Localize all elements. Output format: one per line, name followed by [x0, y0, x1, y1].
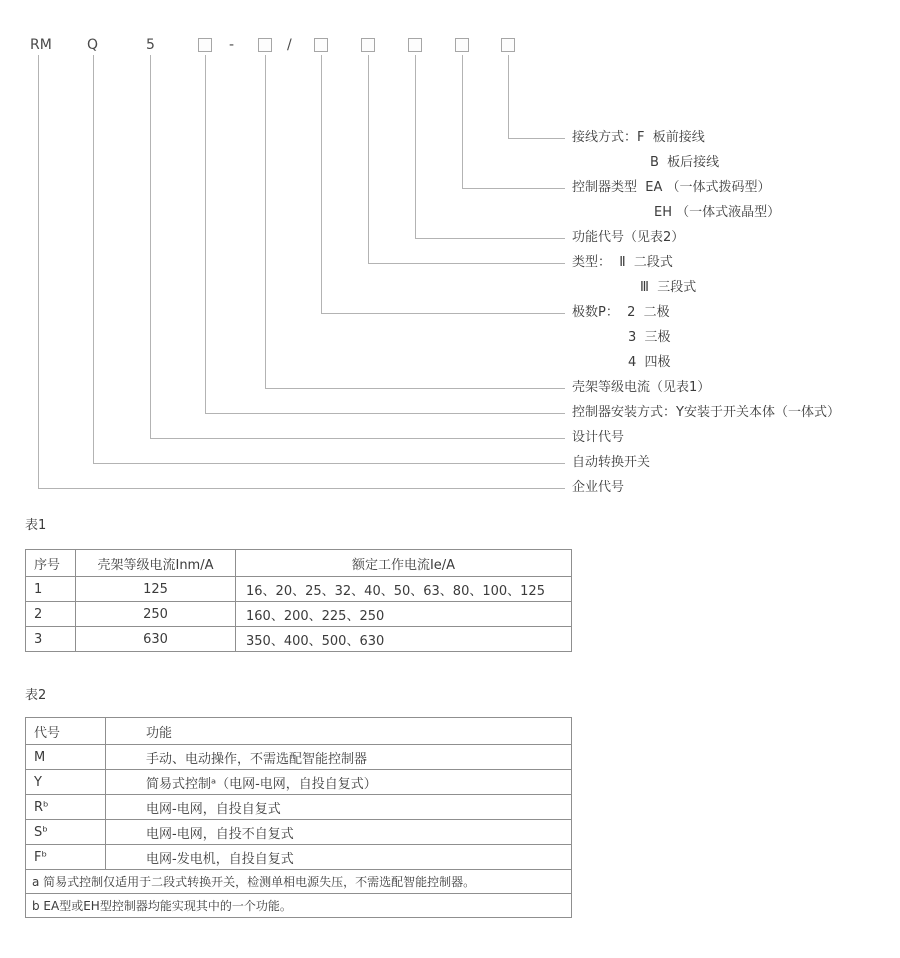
- connector-line-function: [415, 55, 416, 238]
- connector-line-type: [368, 55, 369, 263]
- code-dash: -: [229, 37, 235, 53]
- callout-ats: 自动转换开关: [572, 455, 651, 470]
- table2-cell-code: Fᵇ: [26, 845, 106, 870]
- callout-poles-4: 4 四极: [628, 355, 671, 370]
- connector-line-wiring: [508, 55, 509, 138]
- table1-header-row: [26, 550, 572, 577]
- callout-controller-mount: 控制器安装方式：Y安装于开关本体（一体式）: [572, 405, 840, 420]
- connector-line-wiring: [508, 138, 565, 139]
- table2-cell-code: M: [26, 745, 106, 770]
- connector-line-enterprise: [38, 488, 565, 489]
- table1-cell-frame: 125: [76, 577, 236, 602]
- table2-footnote-row: [26, 894, 572, 918]
- table2-header-function: 功能: [106, 718, 572, 745]
- connector-line-controller-type: [462, 188, 565, 189]
- table2-caption: 表2: [25, 688, 47, 703]
- table-row: [26, 745, 572, 770]
- table1-cell-rated: 350、400、500、630: [236, 627, 572, 652]
- code-box-controller-type: [455, 38, 469, 52]
- code-box-wiring: [501, 38, 515, 52]
- connector-line-ats: [93, 463, 565, 464]
- table-row: [26, 820, 572, 845]
- callout-type-ii: 类型： Ⅱ 二段式: [572, 255, 673, 270]
- table2-footnote-a: a 简易式控制仅适用于二段式转换开关，检测单相电源失压，不需选配智能控制器。: [26, 870, 572, 894]
- code-box-frame-current: [258, 38, 272, 52]
- code-box-function: [408, 38, 422, 52]
- connector-line-function: [415, 238, 565, 239]
- callout-enterprise-code: 企业代号: [572, 480, 625, 495]
- connector-line-enterprise: [38, 55, 39, 488]
- connector-line-poles: [321, 313, 565, 314]
- table1-cell-seq: 3: [26, 627, 76, 652]
- connector-line-design-code: [150, 55, 151, 438]
- callout-design-code: 设计代号: [572, 430, 625, 445]
- callout-controller-type: 控制器类型 EA （一体式拨码型）: [572, 180, 771, 195]
- connector-line-ats: [93, 55, 94, 463]
- callout-poles-2: 极数P： 2 二极: [572, 305, 670, 320]
- connector-line-frame-current: [265, 388, 565, 389]
- table-row: [26, 602, 572, 627]
- code-slash: /: [287, 37, 292, 53]
- table1-cell-rated: 160、200、225、250: [236, 602, 572, 627]
- table2-cell-function: 电网-电网，自投自复式: [106, 795, 572, 820]
- callout-type-iii: Ⅲ 三段式: [640, 280, 697, 295]
- callout-wiring-method: 接线方式：F 板前接线: [572, 130, 705, 145]
- table2-header-row: [26, 718, 572, 745]
- table-row: [26, 577, 572, 602]
- callout-function-code: 功能代号（见表2）: [572, 230, 685, 245]
- connector-line-frame-current: [265, 55, 266, 388]
- table2-cell-code: Rᵇ: [26, 795, 106, 820]
- table1-cell-frame: 630: [76, 627, 236, 652]
- table-row: [26, 627, 572, 652]
- table2-footnote-row: [26, 870, 572, 894]
- table2-footnote-b: b EA型或EH型控制器均能实现其中的一个功能。: [26, 894, 572, 918]
- table1-cell-seq: 2: [26, 602, 76, 627]
- code-category: Q: [87, 37, 99, 53]
- table1-header-seq: 序号: [26, 550, 76, 577]
- table1-cell-frame: 250: [76, 602, 236, 627]
- code-prefix: RM: [30, 37, 52, 53]
- connector-line-controller-type: [462, 55, 463, 188]
- connector-line-poles: [321, 55, 322, 313]
- table2: [25, 717, 572, 918]
- table2-cell-function: 电网-发电机，自投自复式: [106, 845, 572, 870]
- connector-line-controller-mount: [205, 413, 565, 414]
- table1: [25, 549, 572, 652]
- connector-line-type: [368, 263, 565, 264]
- code-box-type: [361, 38, 375, 52]
- callout-wiring-method-b: B 板后接线: [650, 155, 720, 170]
- table2-cell-code: Sᵇ: [26, 820, 106, 845]
- table1-cell-seq: 1: [26, 577, 76, 602]
- table2-cell-function: 简易式控制ᵃ（电网-电网，自投自复式）: [106, 770, 572, 795]
- code-design: 5: [146, 37, 155, 53]
- callout-frame-current: 壳架等级电流（见表1）: [572, 380, 711, 395]
- callout-controller-type-eh: EH （一体式液晶型）: [654, 205, 781, 220]
- code-box-poles: [314, 38, 328, 52]
- table-row: [26, 795, 572, 820]
- table1-header-frame-current: 壳架等级电流Inm/A: [76, 550, 236, 577]
- table1-cell-rated: 16、20、25、32、40、50、63、80、100、125: [236, 577, 572, 602]
- table-row: [26, 845, 572, 870]
- table1-caption: 表1: [25, 518, 47, 533]
- callout-poles-3: 3 三极: [628, 330, 671, 345]
- connector-line-controller-mount: [205, 55, 206, 413]
- code-box-controller-mount: [198, 38, 212, 52]
- table2-header-code: 代号: [26, 718, 106, 745]
- table1-header-rated-current: 额定工作电流Ie/A: [236, 550, 572, 577]
- table2-cell-code: Y: [26, 770, 106, 795]
- table2-cell-function: 电网-电网，自投不自复式: [106, 820, 572, 845]
- table-row: [26, 770, 572, 795]
- connector-line-design-code: [150, 438, 565, 439]
- table2-cell-function: 手动、电动操作，不需选配智能控制器: [106, 745, 572, 770]
